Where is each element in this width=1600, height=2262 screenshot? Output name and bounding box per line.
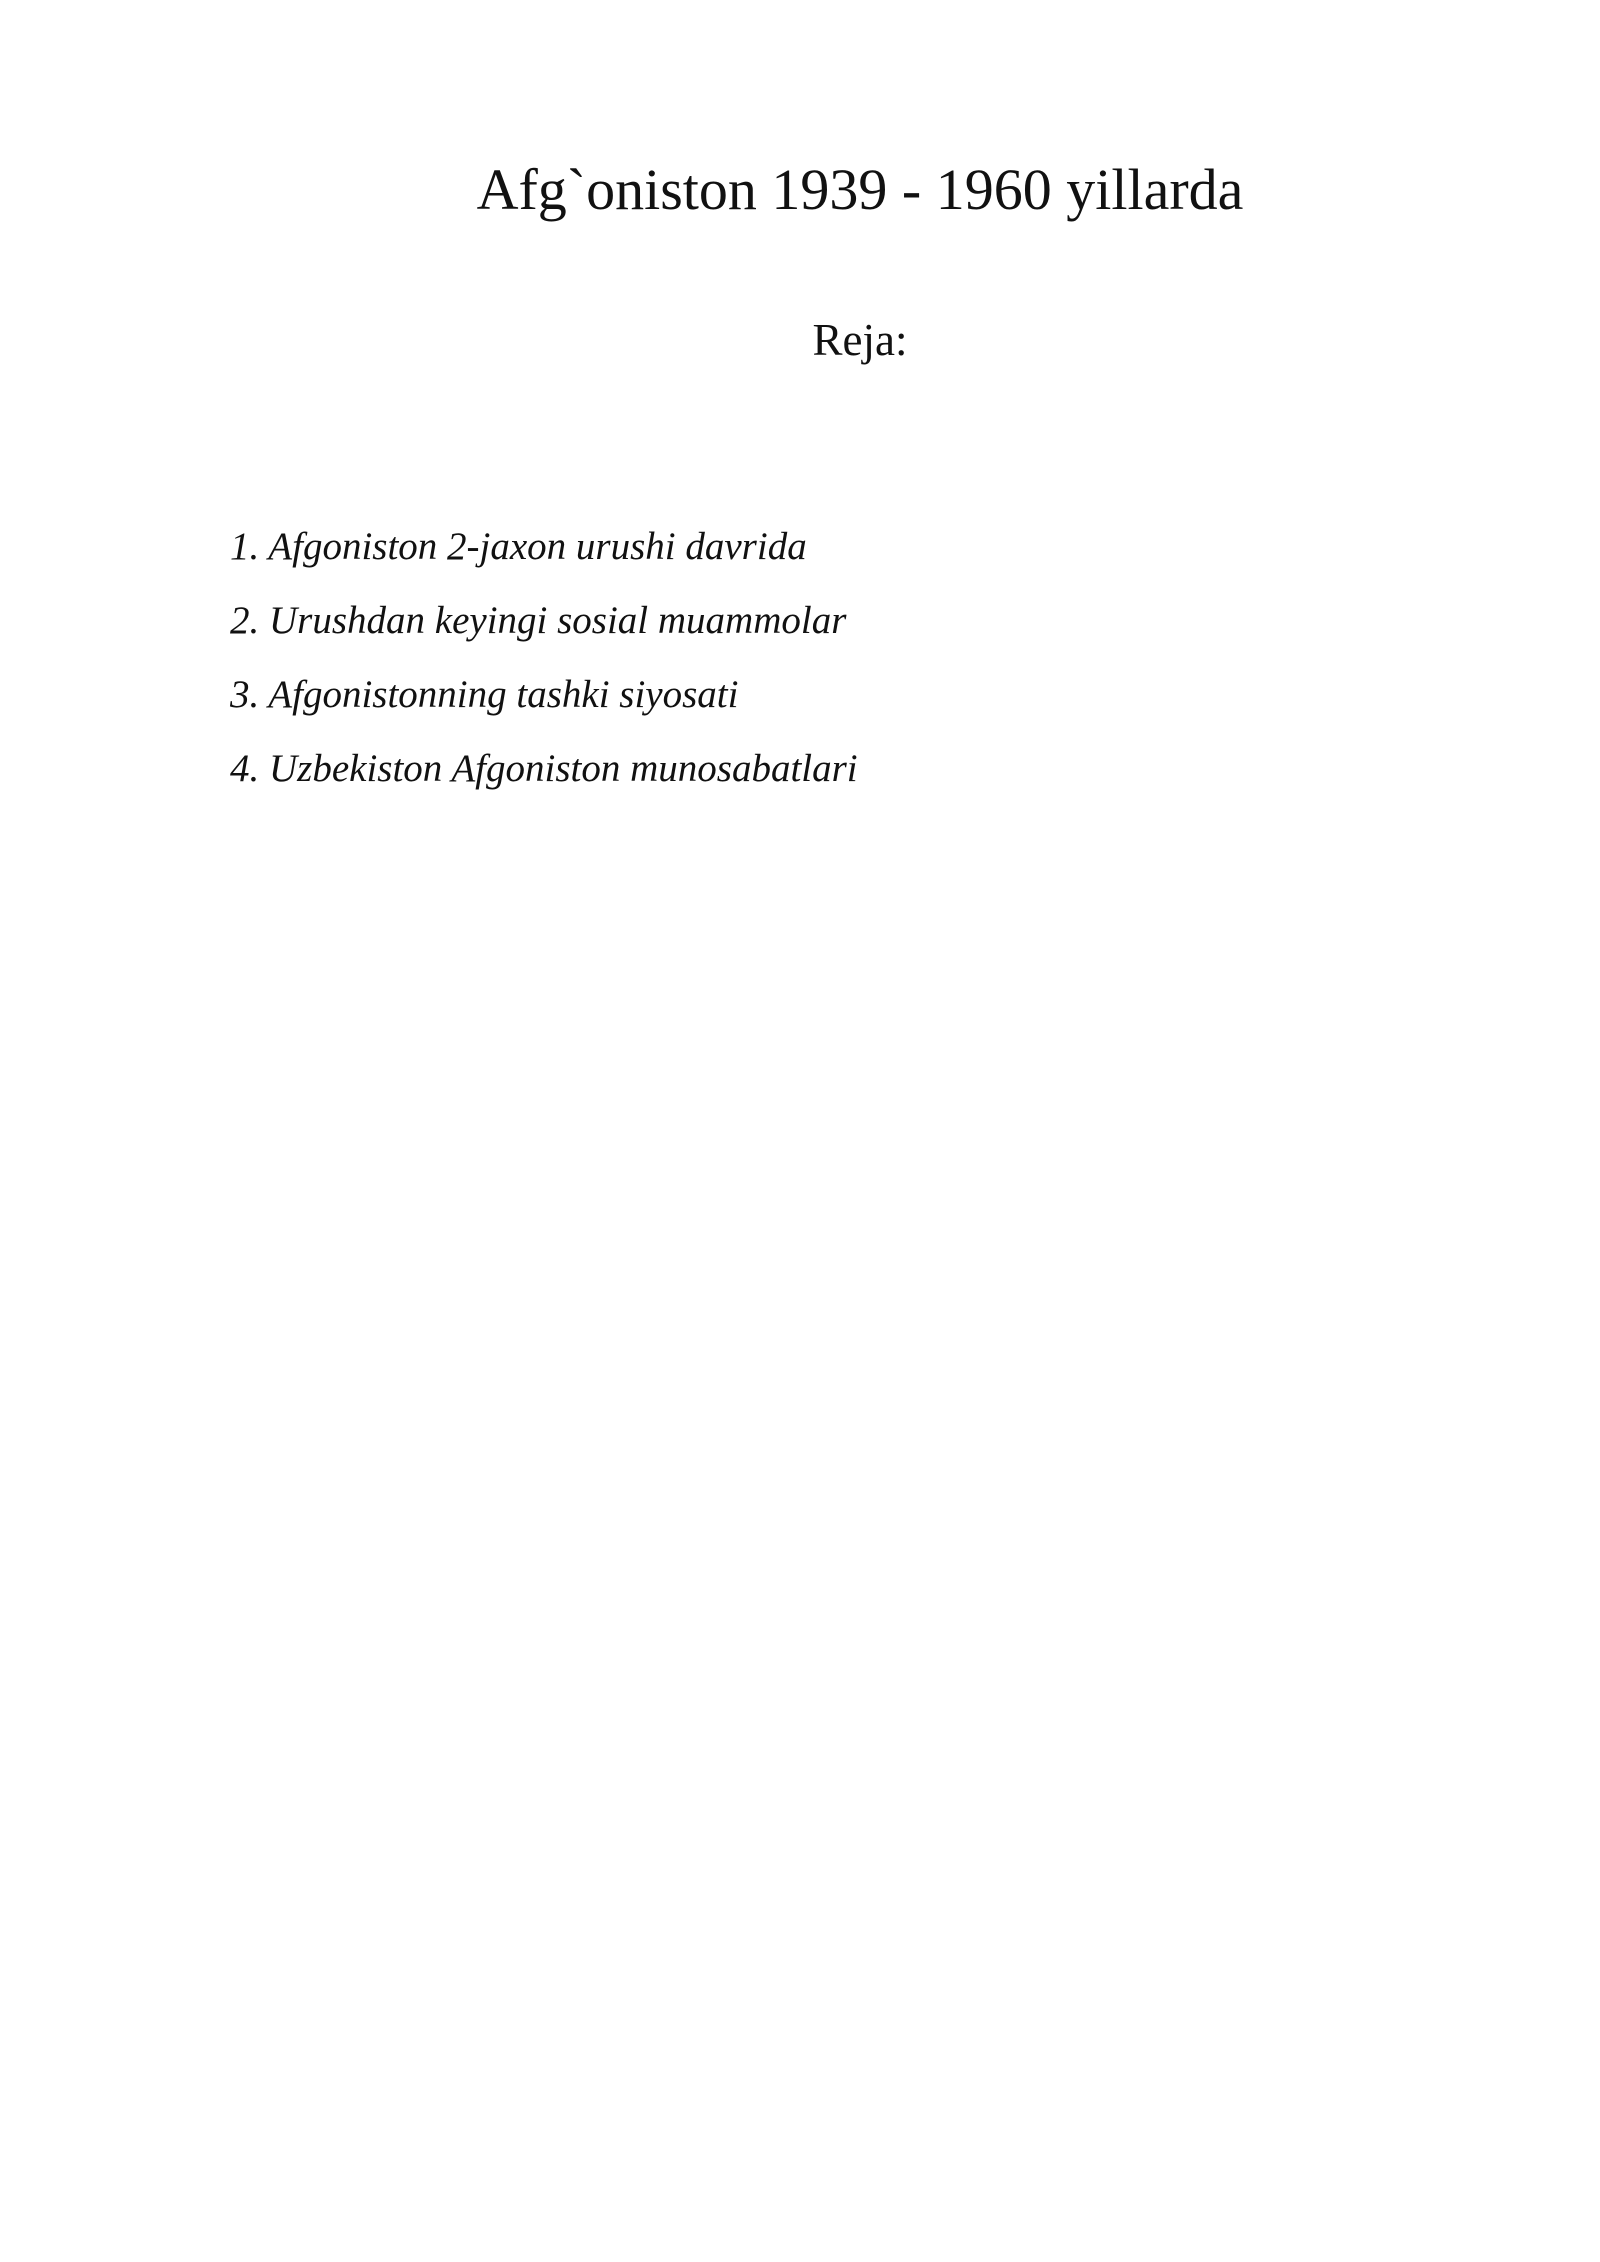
plan-item: 1. Afgoniston 2-jaxon urushi davrida [230,525,807,568]
plan-item: 4. Uzbekiston Afgoniston munosabatlari [230,747,858,790]
plan-heading: Reja: [812,315,908,365]
plan-item: 3. Afgonistonning tashki siyosati [230,673,739,716]
page-title: Afg`oniston 1939 - 1960 yillarda [476,157,1244,222]
plan-item: 2. Urushdan keyingi sosial muammolar [230,599,847,642]
plan-list [230,522,858,818]
